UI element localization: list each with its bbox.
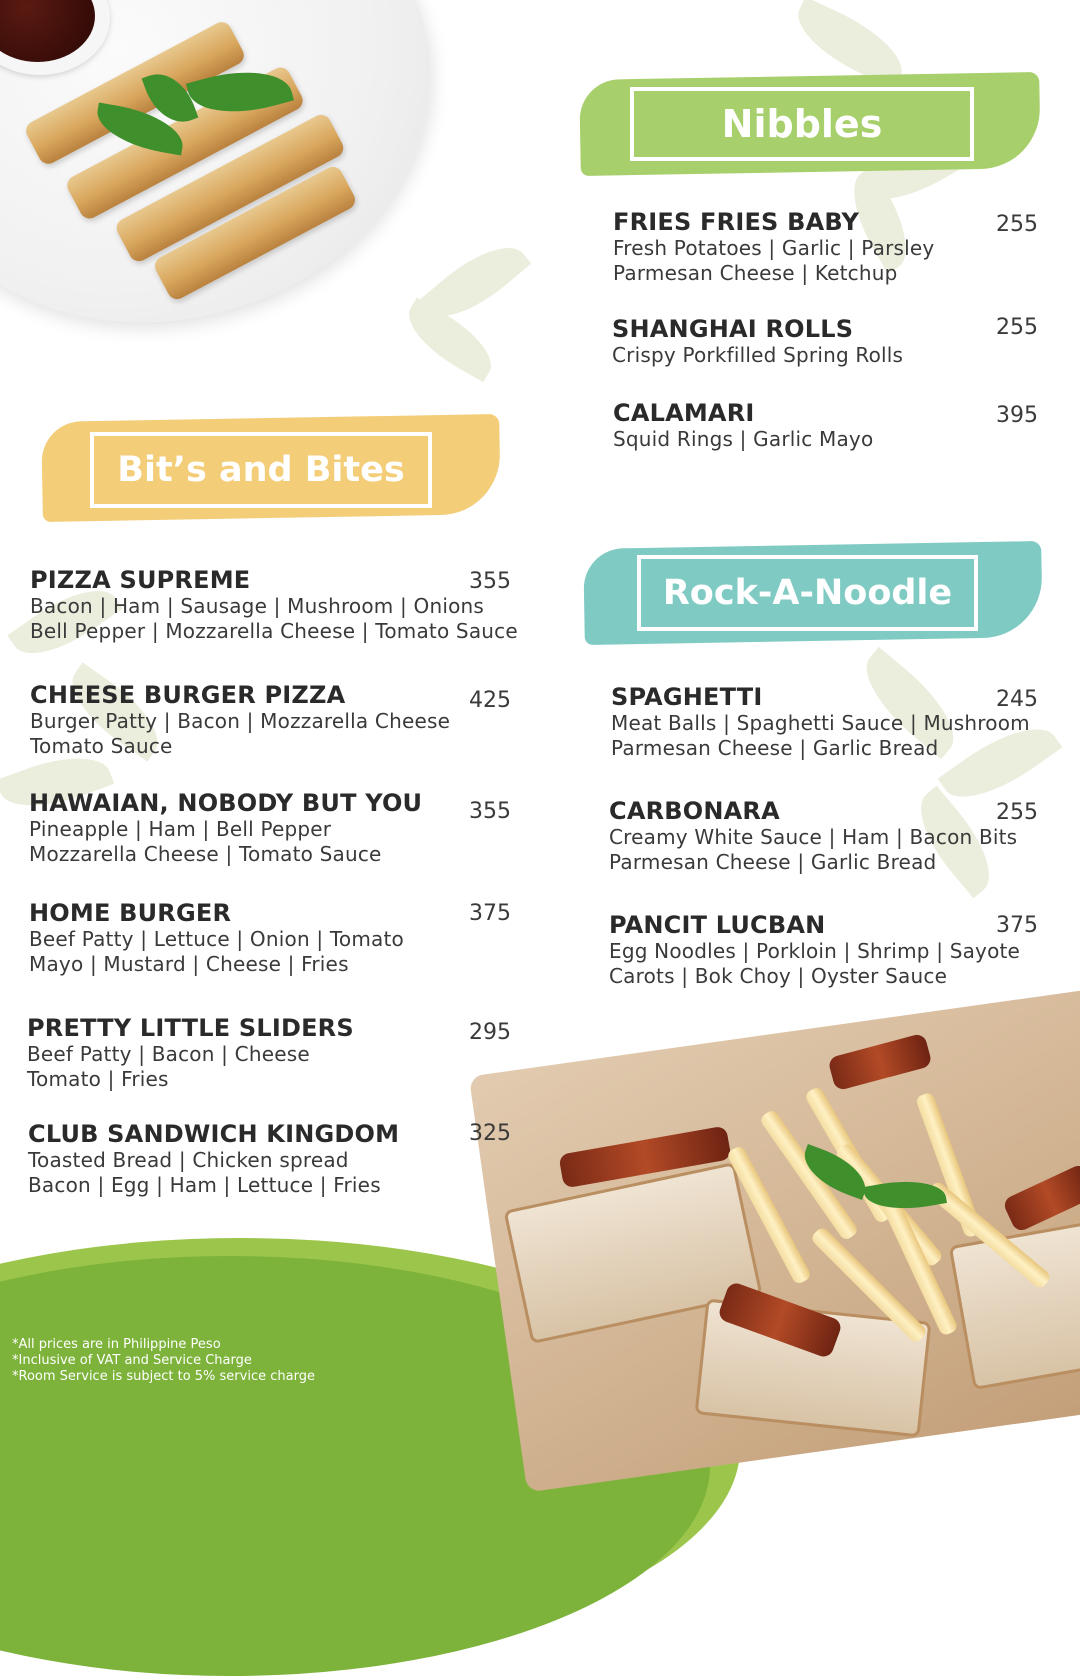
bites-header	[90, 432, 432, 508]
bites-title: Bit’s and Bites	[117, 450, 405, 490]
noodle-title: Rock-A-Noodle	[662, 573, 953, 613]
item-price: 375	[996, 913, 1038, 938]
item-name: CLUB SANDWICH KINGDOM	[28, 1120, 400, 1148]
item-name: SHANGHAI ROLLS	[612, 315, 854, 343]
menu-item	[609, 911, 1020, 989]
nibbles-title: Nibbles	[721, 102, 883, 146]
footer-note: *Room Service is subject to 5% service charge	[12, 1369, 315, 1384]
menu-item	[611, 683, 1030, 761]
menu-item	[30, 566, 518, 644]
footer-note: *Inclusive of VAT and Service Charge	[12, 1353, 252, 1368]
item-price: 355	[469, 569, 511, 594]
menu-item	[29, 789, 422, 867]
item-name: HAWAIAN, NOBODY BUT YOU	[29, 789, 423, 817]
menu-item	[613, 399, 873, 452]
item-name: FRIES FRIES BABY	[613, 208, 860, 236]
item-description: Meat Balls | Spaghetti Sauce | Mushroom	[611, 711, 1030, 735]
item-price: 355	[469, 799, 511, 824]
item-description: Tomato Sauce	[30, 734, 173, 758]
item-description: Parmesan Cheese | Garlic Bread	[611, 736, 939, 760]
footer-notes	[12, 1337, 315, 1385]
item-description: Carots | Bok Choy | Oyster Sauce	[609, 964, 948, 988]
item-price: 375	[469, 901, 511, 926]
item-name: PRETTY LITTLE SLIDERS	[27, 1014, 354, 1042]
item-description: Mayo | Mustard | Cheese | Fries	[29, 952, 349, 976]
item-price: 325	[469, 1121, 511, 1146]
item-description: Beef Patty | Lettuce | Onion | Tomato	[29, 927, 404, 951]
item-name: SPAGHETTI	[611, 683, 763, 711]
item-price: 255	[996, 800, 1038, 825]
menu-item	[609, 797, 1017, 875]
menu-item	[28, 1120, 399, 1198]
item-description: Tomato | Fries	[27, 1067, 169, 1091]
item-description: Burger Patty | Bacon | Mozzarella Cheese	[30, 709, 451, 733]
item-description: Bacon | Egg | Ham | Lettuce | Fries	[28, 1173, 381, 1197]
item-price: 255	[996, 315, 1038, 340]
item-name: PANCIT LUCBAN	[609, 911, 826, 939]
item-description: Crispy Porkfilled Spring Rolls	[612, 343, 904, 367]
item-description: Bell Pepper | Mozzarella Cheese | Tomato Sauce	[30, 619, 518, 643]
menu-item	[29, 899, 404, 977]
item-description: Parmesan Cheese | Garlic Bread	[609, 850, 937, 874]
item-price: 245	[996, 687, 1038, 712]
item-description: Creamy White Sauce | Ham | Bacon Bits	[609, 825, 1018, 849]
menu-item	[27, 1014, 354, 1092]
menu-item	[613, 208, 934, 286]
item-name: CHEESE BURGER PIZZA	[30, 681, 346, 709]
item-name: CALAMARI	[613, 399, 755, 427]
item-price: 425	[469, 688, 511, 713]
noodle-header	[637, 555, 978, 631]
item-name: CARBONARA	[609, 797, 780, 825]
item-description: Squid Rings | Garlic Mayo	[613, 427, 874, 451]
item-description: Bacon | Ham | Sausage | Mushroom | Onions	[30, 594, 485, 618]
item-description: Parmesan Cheese | Ketchup	[613, 261, 898, 285]
item-description: Egg Noodles | Porkloin | Shrimp | Sayote	[609, 939, 1021, 963]
item-description: Toasted Bread | Chicken spread	[28, 1148, 349, 1172]
item-name: PIZZA SUPREME	[30, 566, 251, 594]
item-description: Mozzarella Cheese | Tomato Sauce	[29, 842, 382, 866]
footer-note: *All prices are in Philippine Peso	[12, 1337, 221, 1352]
item-description: Beef Patty | Bacon | Cheese	[27, 1042, 310, 1066]
item-price: 395	[996, 403, 1038, 428]
nibbles-header	[630, 87, 974, 161]
item-description: Fresh Potatoes | Garlic | Parsley	[613, 236, 935, 260]
item-description: Pineapple | Ham | Bell Pepper	[29, 817, 332, 841]
item-price: 295	[469, 1020, 511, 1045]
item-name: HOME BURGER	[29, 899, 232, 927]
menu-item	[30, 681, 450, 759]
menu-item	[612, 315, 903, 368]
item-price: 255	[996, 212, 1038, 237]
